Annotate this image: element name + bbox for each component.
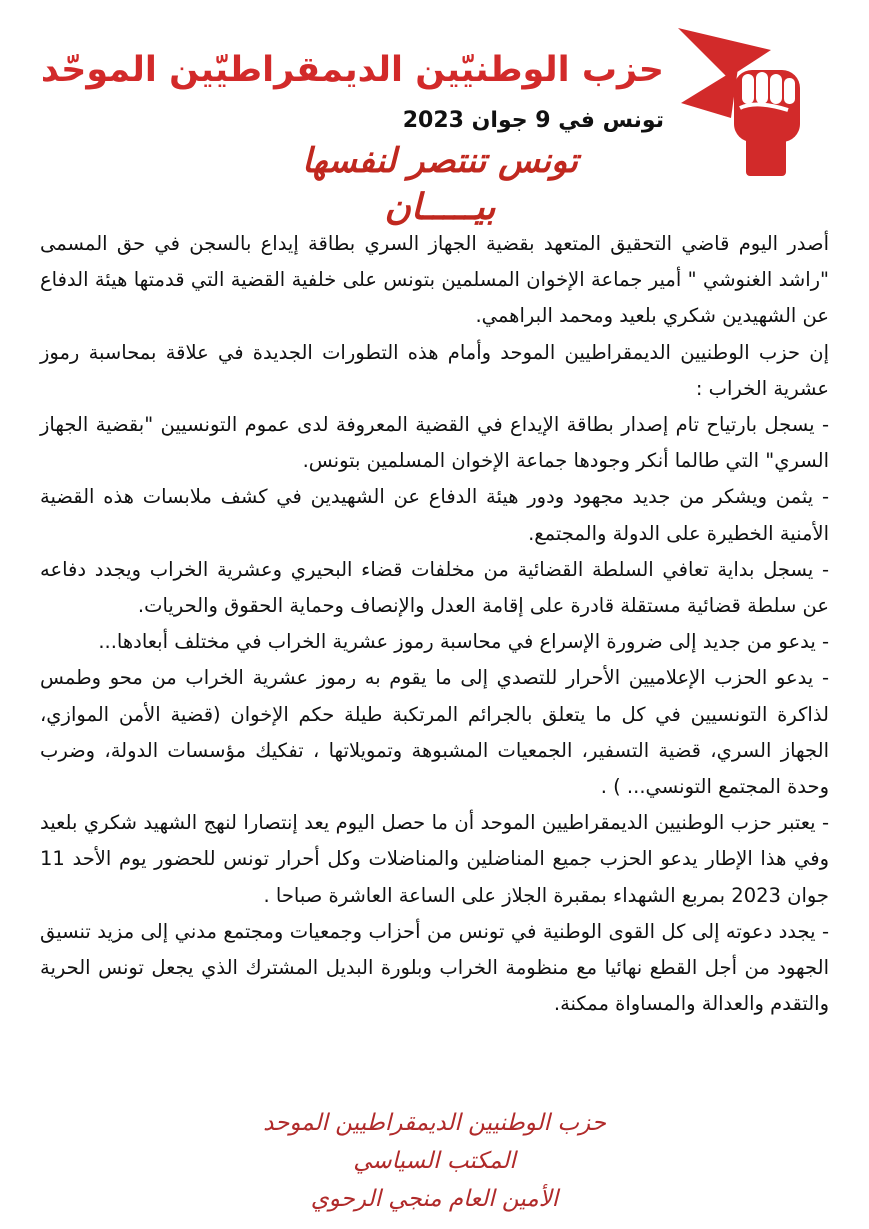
raised-fist-icon	[734, 70, 800, 176]
signature-secretary: الأمين العام منجي الرحوي	[310, 1186, 559, 1212]
statement-body	[40, 226, 829, 1022]
svg-text:حرية، تقدم، وحدة، مساواة	[676, 8, 681, 11]
svg-text:حزب الوطنيين الديمقراطيين المو	[676, 8, 682, 11]
signature-office: المكتب السياسي	[353, 1148, 516, 1174]
point-item: - يسجل بداية تعافي السلطة القضائية من مخلفات قضاء البحيري وعشرية الخراب ويجدد دفاعه عن سلطة قضائية مستقلة قادرة على إقامة العدل والإنصاف وحماية الحقوق والحريات.	[40, 557, 829, 618]
party-name-header: حزب الوطنيّين الديمقراطيّين الموحّد	[40, 50, 664, 90]
paragraph-position: إن حزب الوطنيين الديمقراطيين الموحد وأمام هذه التطورات الجديدة في علاقة بمحاسبة رموز عشرية الخراب :	[40, 340, 829, 400]
paragraph-intro: أصدر اليوم قاضي التحقيق المتعهد بقضية الجهاز السري بطاقة إيداع بالسجن في حق المسمى "راشد الغنوشي " أمير جماعة الإخوان المسلمين بتونس على خلفية القضية التي قدمتها هيئة الدفاع عن الشهيدين شكري بلعيد ومحمد البراهمي.	[40, 232, 829, 328]
point-item: - يدعو الحزب الإعلاميين الأحرار للتصدي إلى ما يقوم به رموز عشرية الخراب من محو وطمس لذاكرة التونسيين في كل ما يتعلق بالجرائم المرتكبة طيلة حكم الإخوان (قضية الأمن الموازي، الجهاز السري، قضية التسفير، الجمعيات المشبوهة وتمويلاتها ، تفكيك مؤسسات الدولة، وضرب وحدة المجتمع التونسي... ) .	[40, 666, 829, 799]
logo-ring-text	[676, 8, 682, 11]
dateline: تونس في 9 جوان 2023	[402, 108, 664, 133]
signature-party: حزب الوطنيين الديمقراطيين الموحد	[263, 1110, 606, 1136]
point-item: - يدعو من جديد إلى ضرورة الإسراع في محاسبة رموز عشرية الخراب في مختلف أبعادها...	[98, 630, 829, 654]
statement-title: بيـــــان	[384, 186, 496, 228]
point-item: - يسجل بارتياح تام إصدار بطاقة الإيداع في القضية المعروفة لدى عموم التونسيين "بقضية الجهاز السري" التي طالما أنكر وجودها جماعة الإخوان المسلمين بتونس.	[40, 413, 829, 473]
point-item: - يجدد دعوته إلى كل القوى الوطنية في تونس من أحزاب وجمعيات ومجتمع مدني إلى مزيد تنسيق الجهود من أجل القطع نهائيا مع منظومة الخراب وبلورة البديل المشترك الذي يجعل تونس الحرية والتقدم والعدالة والمساواة ممكنة.	[40, 919, 829, 1016]
headline: تونس تنتصر لنفسها	[302, 141, 578, 181]
signature-block	[190, 1104, 679, 1218]
point-item: - يعتبر حزب الوطنيين الديمقراطيين الموحد أن ما حصل اليوم يعد إنتصارا لنهج الشهيد شكري بلعيد وفي هذا الإطار يدعو الحزب جميع المناضلين والمناضلات وكل أحرار تونس للحضور يوم الأحد 11 جوان 2023 بمربع الشهداء بمقبرة الجلاز على الساعة العاشرة صباحا .	[40, 811, 829, 907]
logo-slogan	[676, 8, 681, 11]
point-item: - يثمن ويشكر من جديد مجهود ودور هيئة الدفاع عن الشهيدين في كشف ملابسات هذه القضية الأمنية الخطيرة على الدولة والمجتمع.	[40, 485, 829, 545]
